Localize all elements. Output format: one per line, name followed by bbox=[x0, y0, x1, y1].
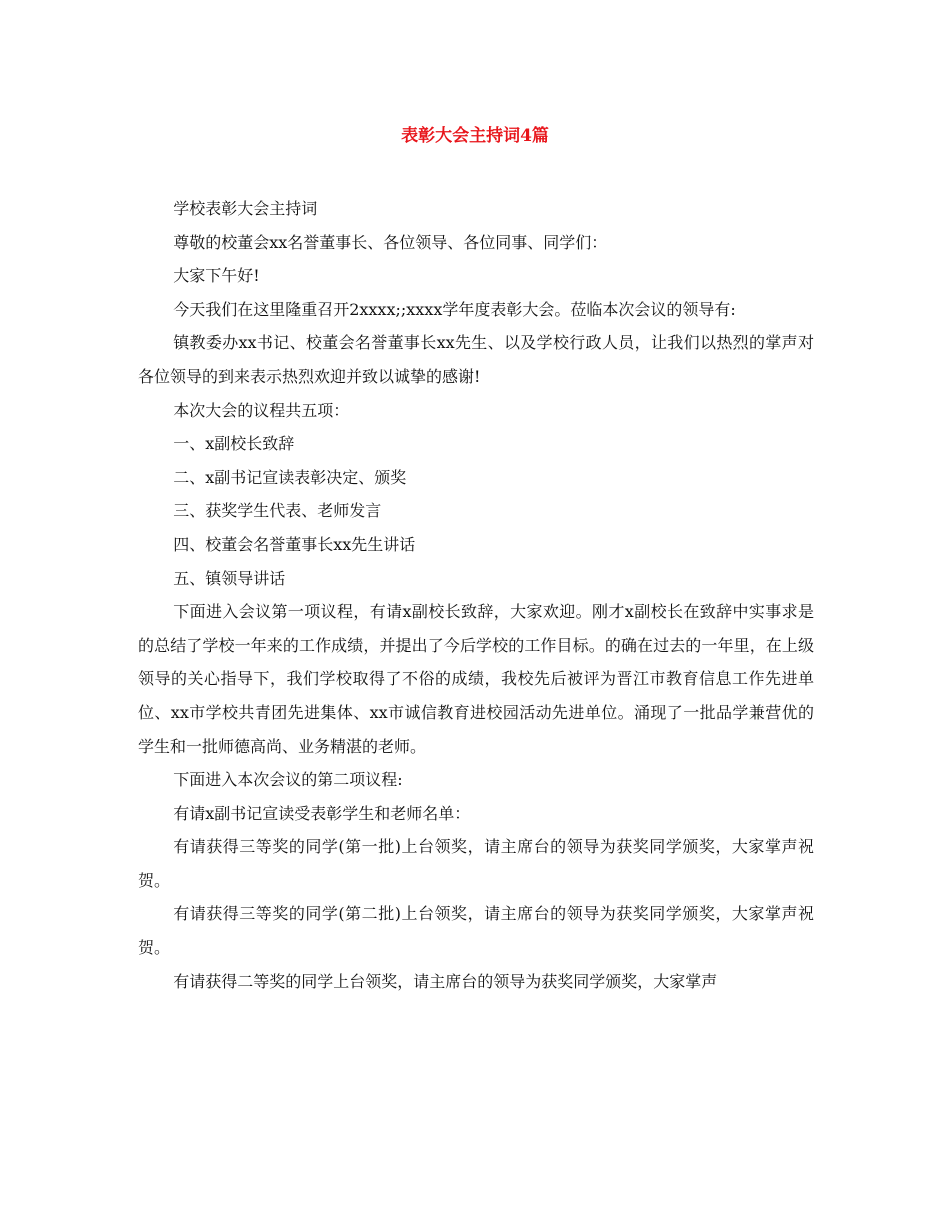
agenda-item-4: 四、校董会名誉董事长xx先生讲话 bbox=[173, 534, 416, 554]
agenda-item-1: 一、x副校长致辞 bbox=[173, 434, 295, 454]
paragraph-second-item: 下面进入本次会议的第二项议程: bbox=[173, 770, 403, 790]
agenda-item-5: 五、镇领导讲话 bbox=[173, 568, 286, 588]
document-title: 表彰大会主持词4篇 bbox=[401, 126, 549, 146]
paragraph-opening: 今天我们在这里隆重召开2xxxx;;xxxx学年度表彰大会。莅临本次会议的领导有: bbox=[173, 299, 736, 319]
paragraph-first-item: 下面进入会议第一项议程，有请x副校长致辞，大家欢迎。刚才x副校长在致辞中实事求是的总结了学校一年来的工作成绩，并提出了今后学校的工作目标。的确在过去的一年里，在上级领导的关心指导下，我们学校取得了不俗的成绩，我校先后被评为晋江市教育信息工作先进单位、xx市学校共青团先进集体、xx市诚信教育进校园活动先进单位。涌现了一批品学兼营优的学生和一批师德高尚、业务精湛的老师。 bbox=[138, 602, 814, 756]
paragraph-heading: 学校表彰大会主持词 bbox=[173, 199, 318, 218]
paragraph-award-third-batch1: 有请获得三等奖的同学(第一批)上台领奖，请主席台的领导为获奖同学颁奖，大家掌声祝贺。 bbox=[138, 837, 814, 890]
agenda-item-2: 二、x副书记宣读表彰决定、颁奖 bbox=[173, 467, 407, 487]
paragraph-award-third-batch2: 有请获得三等奖的同学(第二批)上台领奖，请主席台的领导为获奖同学颁奖，大家掌声祝贺。 bbox=[138, 904, 814, 958]
agenda-item-3: 三、获奖学生代表、老师发言 bbox=[173, 501, 382, 521]
paragraph-salutation: 尊敬的校董会xx名誉董事长、各位领导、各位同事、同学们： bbox=[173, 232, 608, 252]
paragraph-name-list: 有请x副书记宣读受表彰学生和老师名单： bbox=[173, 803, 471, 823]
paragraph-agenda-intro: 本次大会的议程共五项： bbox=[173, 400, 350, 420]
paragraph-award-second: 有请获得二等奖的同学上台领奖，请主席台的领导为获奖同学颁奖，大家掌声 bbox=[173, 971, 718, 991]
paragraph-greeting: 大家下午好! bbox=[173, 266, 260, 286]
document-body bbox=[138, 192, 814, 998]
paragraph-welcome: 镇教委办xx书记、校董会名誉董事长xx先生、以及学校行政人员，让我们以热烈的掌声对各位领导的到来表示热烈欢迎并致以诚挚的感谢! bbox=[138, 333, 814, 386]
